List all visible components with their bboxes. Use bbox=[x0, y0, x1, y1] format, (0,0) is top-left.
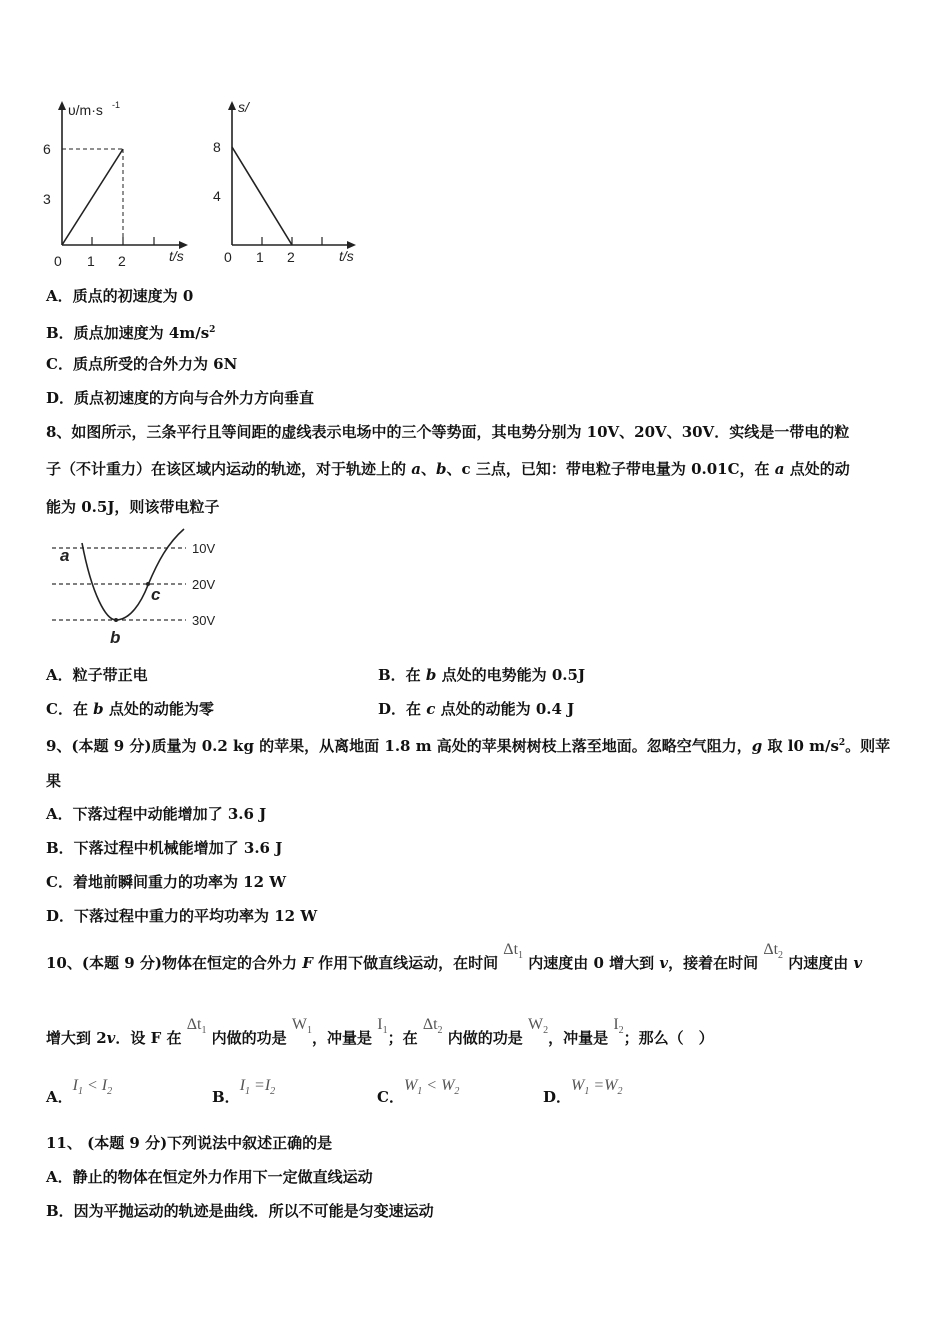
q10-dt1 bbox=[503, 941, 524, 962]
q7-option-d: D．质点初速度的方向与合外力方向垂直 bbox=[46, 389, 315, 407]
q10-d-s1: 1 bbox=[584, 1086, 590, 1098]
label-30v: 30V bbox=[192, 613, 216, 628]
q10-l1a: 10、(本题 9 分)物体在恒定的合外力 bbox=[46, 954, 303, 972]
q10-l2g: ，冲量是 bbox=[548, 1029, 614, 1047]
q10-l1c: 内速度由 0 增大到 bbox=[523, 954, 660, 972]
q10-c-s2: 2 bbox=[454, 1086, 460, 1098]
q10-dt1-sub: 1 bbox=[518, 950, 524, 962]
q10-I2-sub: 2 bbox=[618, 1025, 624, 1037]
q7-option-b-text: B．质点加速度为 4m/s bbox=[46, 324, 210, 342]
q8-c-it: b bbox=[93, 700, 104, 718]
q10-b-op: = bbox=[254, 1077, 265, 1094]
x-tick-2: 2 bbox=[118, 253, 126, 269]
label-20v: 20V bbox=[192, 577, 216, 592]
q7-option-b bbox=[46, 320, 215, 343]
s-axis-arrow bbox=[228, 101, 236, 110]
q10-a-s1: 1 bbox=[77, 1086, 83, 1098]
q9-sup: 2 bbox=[838, 738, 846, 748]
q10-W2 bbox=[528, 1016, 549, 1037]
equipotential-figure bbox=[46, 525, 236, 650]
q10-v3: v bbox=[106, 1029, 116, 1047]
q10-dt2-sym: Δt bbox=[763, 941, 779, 958]
q8-b-pre: B．在 bbox=[378, 666, 426, 684]
q8-option-d bbox=[378, 699, 574, 719]
q7-option-b-sup: 2 bbox=[209, 325, 216, 335]
q10-l2-dt2 bbox=[422, 1016, 443, 1037]
q8-l2f: a bbox=[774, 460, 785, 478]
q9-option-d: D．下落过程中重力的平均功率为 12 W bbox=[46, 907, 318, 925]
q10-l2a: 增大到 2 bbox=[46, 1029, 107, 1047]
q8-d-pre: D．在 bbox=[378, 700, 427, 718]
q10-b-label: B． bbox=[212, 1088, 240, 1106]
q10-d-label: D． bbox=[543, 1088, 572, 1106]
q10-c-label: C． bbox=[377, 1088, 404, 1106]
q9-g: g bbox=[751, 737, 763, 755]
v-t-graph bbox=[43, 100, 188, 269]
q10-d-s2: 2 bbox=[617, 1086, 623, 1098]
q10-I1-sym: I bbox=[377, 1016, 383, 1033]
q10-option-d bbox=[543, 1077, 623, 1114]
q8-l2a: 子（不计重力）在该区域内运动的轨迹，对于轨迹上的 bbox=[46, 460, 412, 478]
q10-c-W1: W bbox=[403, 1077, 418, 1094]
q10-l2-dt1-sym: Δt bbox=[186, 1016, 202, 1033]
q10-c-op: < bbox=[426, 1077, 438, 1094]
velocity-line bbox=[62, 149, 123, 245]
q10-a-I1: I bbox=[72, 1077, 78, 1094]
q10-a-s2: 2 bbox=[107, 1086, 113, 1098]
motion-graphs-figure bbox=[30, 95, 380, 275]
q10-I2-sym: I bbox=[613, 1016, 619, 1033]
q8-l2b: a bbox=[411, 460, 421, 478]
s-tick-8: 8 bbox=[213, 139, 221, 155]
q9-option-a: A．下落过程中动能增加了 3.6 J bbox=[46, 805, 267, 823]
q10-W2-sub: 2 bbox=[543, 1025, 549, 1037]
q10-d-W1: W bbox=[571, 1077, 585, 1094]
q11-option-a: A．静止的物体在恒定外力作用下一定做直线运动 bbox=[46, 1168, 373, 1186]
q10-l2h: ；那么（ ） bbox=[623, 1029, 714, 1047]
q9-l1a: 9、(本题 9 分)质量为 0.2 kg 的苹果，从离地面 1.8 m 高处的苹果树树枝上落至地面。忽略空气阻力， bbox=[46, 737, 752, 755]
q9-l1b: 取 l0 m/s bbox=[762, 737, 839, 755]
q8-stem-line1: 8、如图所示，三条平行且等间距的虚线表示电场中的三个等势面，其电势分别为 10V、20V、30V．实线是一带电的粒 bbox=[46, 423, 850, 441]
q10-v2: v bbox=[853, 954, 863, 972]
q8-b-post: 点处的电势能为 0.5J bbox=[436, 666, 586, 684]
q11-option-b: B．因为平抛运动的轨迹是曲线．所以不可能是匀变速运动 bbox=[46, 1202, 434, 1220]
q10-W1-sym: W bbox=[291, 1016, 308, 1033]
q10-d-op: = bbox=[593, 1077, 605, 1094]
s-axis-label: s/ bbox=[238, 99, 249, 115]
q8-option-c bbox=[46, 699, 214, 719]
q10-d-W2: W bbox=[604, 1077, 618, 1094]
q10-I2 bbox=[613, 1016, 624, 1037]
v-axis-label: υ/m·s bbox=[68, 102, 103, 118]
q10-l2c: 内做的功是 bbox=[206, 1029, 292, 1047]
q10-a-expr bbox=[72, 1077, 113, 1098]
q10-option-b bbox=[212, 1077, 276, 1114]
q8-b-it: b bbox=[425, 666, 437, 684]
q10-l2d: ，冲量是 bbox=[312, 1029, 378, 1047]
label-a: a bbox=[60, 546, 70, 565]
q10-I1-sub: 1 bbox=[382, 1025, 388, 1037]
q10-F: F bbox=[302, 954, 313, 972]
x-tick-1: 1 bbox=[87, 253, 95, 269]
q11-stem: 11、 (本题 9 分)下列说法中叙述正确的是 bbox=[46, 1134, 333, 1152]
q10-a-op: < bbox=[86, 1077, 98, 1094]
q10-dt1-sym: Δt bbox=[503, 941, 519, 958]
v-axis-arrow bbox=[58, 101, 66, 110]
s-tick-4: 4 bbox=[213, 188, 221, 204]
q10-b-I1: I bbox=[239, 1077, 246, 1094]
q10-c-expr bbox=[403, 1077, 460, 1098]
label-10v: 10V bbox=[192, 541, 216, 556]
q9-option-b: B．下落过程中机械能增加了 3.6 J bbox=[46, 839, 283, 857]
q10-l1d: ，接着在时间 bbox=[668, 954, 764, 972]
q10-c-W2: W bbox=[441, 1077, 455, 1094]
q10-dt2-sub: 2 bbox=[778, 950, 784, 962]
q9-option-c: C．着地前瞬间重力的功率为 12 W bbox=[46, 873, 287, 891]
v-tick-3: 3 bbox=[43, 191, 51, 207]
q7-option-a: A．质点的初速度为 0 bbox=[46, 287, 194, 305]
x2-tick-1: 1 bbox=[256, 249, 264, 265]
q10-l1b: 作用下做直线运动，在时间 bbox=[312, 954, 504, 972]
q10-W1 bbox=[291, 1016, 313, 1037]
t-axis-label: t/s bbox=[169, 248, 184, 264]
q10-l2-dt1 bbox=[186, 1016, 207, 1037]
q8-l2e: 、c 三点，已知：带电粒子带电量为 0.01C，在 bbox=[446, 460, 775, 478]
q10-option-c bbox=[377, 1077, 460, 1114]
label-b: b bbox=[110, 628, 121, 647]
q10-I1 bbox=[377, 1016, 388, 1037]
q10-b-s2: 2 bbox=[270, 1086, 276, 1098]
displacement-line bbox=[232, 147, 292, 245]
q10-d-expr bbox=[571, 1077, 623, 1098]
q8-l2g: 点处的动 bbox=[784, 460, 850, 478]
q8-c-post: 点处的动能为零 bbox=[103, 700, 214, 718]
q8-l2d: b bbox=[435, 460, 447, 478]
q7-option-c: C．质点所受的合外力为 6N bbox=[46, 355, 238, 373]
q8-d-it: c bbox=[426, 700, 436, 718]
q8-d-post: 点处的动能为 0.4 J bbox=[435, 700, 575, 718]
q10-b-expr bbox=[239, 1077, 276, 1098]
q10-option-a bbox=[46, 1077, 113, 1114]
q8-option-b bbox=[378, 665, 585, 685]
q10-a-label: A． bbox=[46, 1088, 73, 1106]
q9-stem-line1 bbox=[46, 733, 890, 756]
q10-a-I2: I bbox=[101, 1077, 108, 1094]
point-c-dot bbox=[146, 582, 150, 586]
q8-l2c: 、 bbox=[420, 460, 436, 478]
particle-trajectory bbox=[82, 529, 184, 620]
q10-l2e: ；在 bbox=[387, 1029, 423, 1047]
q10-c-s1: 1 bbox=[417, 1086, 423, 1098]
s-t-graph bbox=[213, 99, 356, 265]
q9-l1c: 。则苹 bbox=[845, 737, 891, 755]
q10-l2f: 内做的功是 bbox=[442, 1029, 528, 1047]
q10-dt2 bbox=[763, 941, 784, 962]
q10-l2-dt1-sub: 1 bbox=[201, 1025, 207, 1037]
x-tick-0: 0 bbox=[54, 253, 62, 269]
q10-W1-sub: 1 bbox=[307, 1025, 313, 1037]
q10-l2-dt2-sub: 2 bbox=[437, 1025, 443, 1037]
t2-axis-label: t/s bbox=[339, 248, 354, 264]
q10-l2-dt2-sym: Δt bbox=[422, 1016, 438, 1033]
q10-v1: v bbox=[659, 954, 669, 972]
q8-c-pre: C．在 bbox=[46, 700, 94, 718]
x2-tick-0: 0 bbox=[224, 249, 232, 265]
label-c: c bbox=[151, 585, 161, 604]
q8-stem-line3: 能为 0.5J，则该带电粒子 bbox=[46, 498, 220, 516]
v-tick-6: 6 bbox=[43, 141, 51, 157]
v-axis-exp: -1 bbox=[112, 100, 121, 110]
q10-b-I2: I bbox=[264, 1077, 271, 1094]
q9-stem-line2: 果 bbox=[46, 772, 62, 790]
q10-l2b: ．设 F 在 bbox=[115, 1029, 187, 1047]
x2-tick-2: 2 bbox=[287, 249, 295, 265]
point-b-dot bbox=[114, 618, 118, 622]
q10-b-s1: 1 bbox=[245, 1086, 251, 1098]
q8-stem-line2 bbox=[46, 459, 850, 479]
q8-option-a: A．粒子带正电 bbox=[46, 666, 148, 684]
q10-W2-sym: W bbox=[528, 1016, 544, 1033]
q10-l1e: 内速度由 bbox=[783, 954, 854, 972]
